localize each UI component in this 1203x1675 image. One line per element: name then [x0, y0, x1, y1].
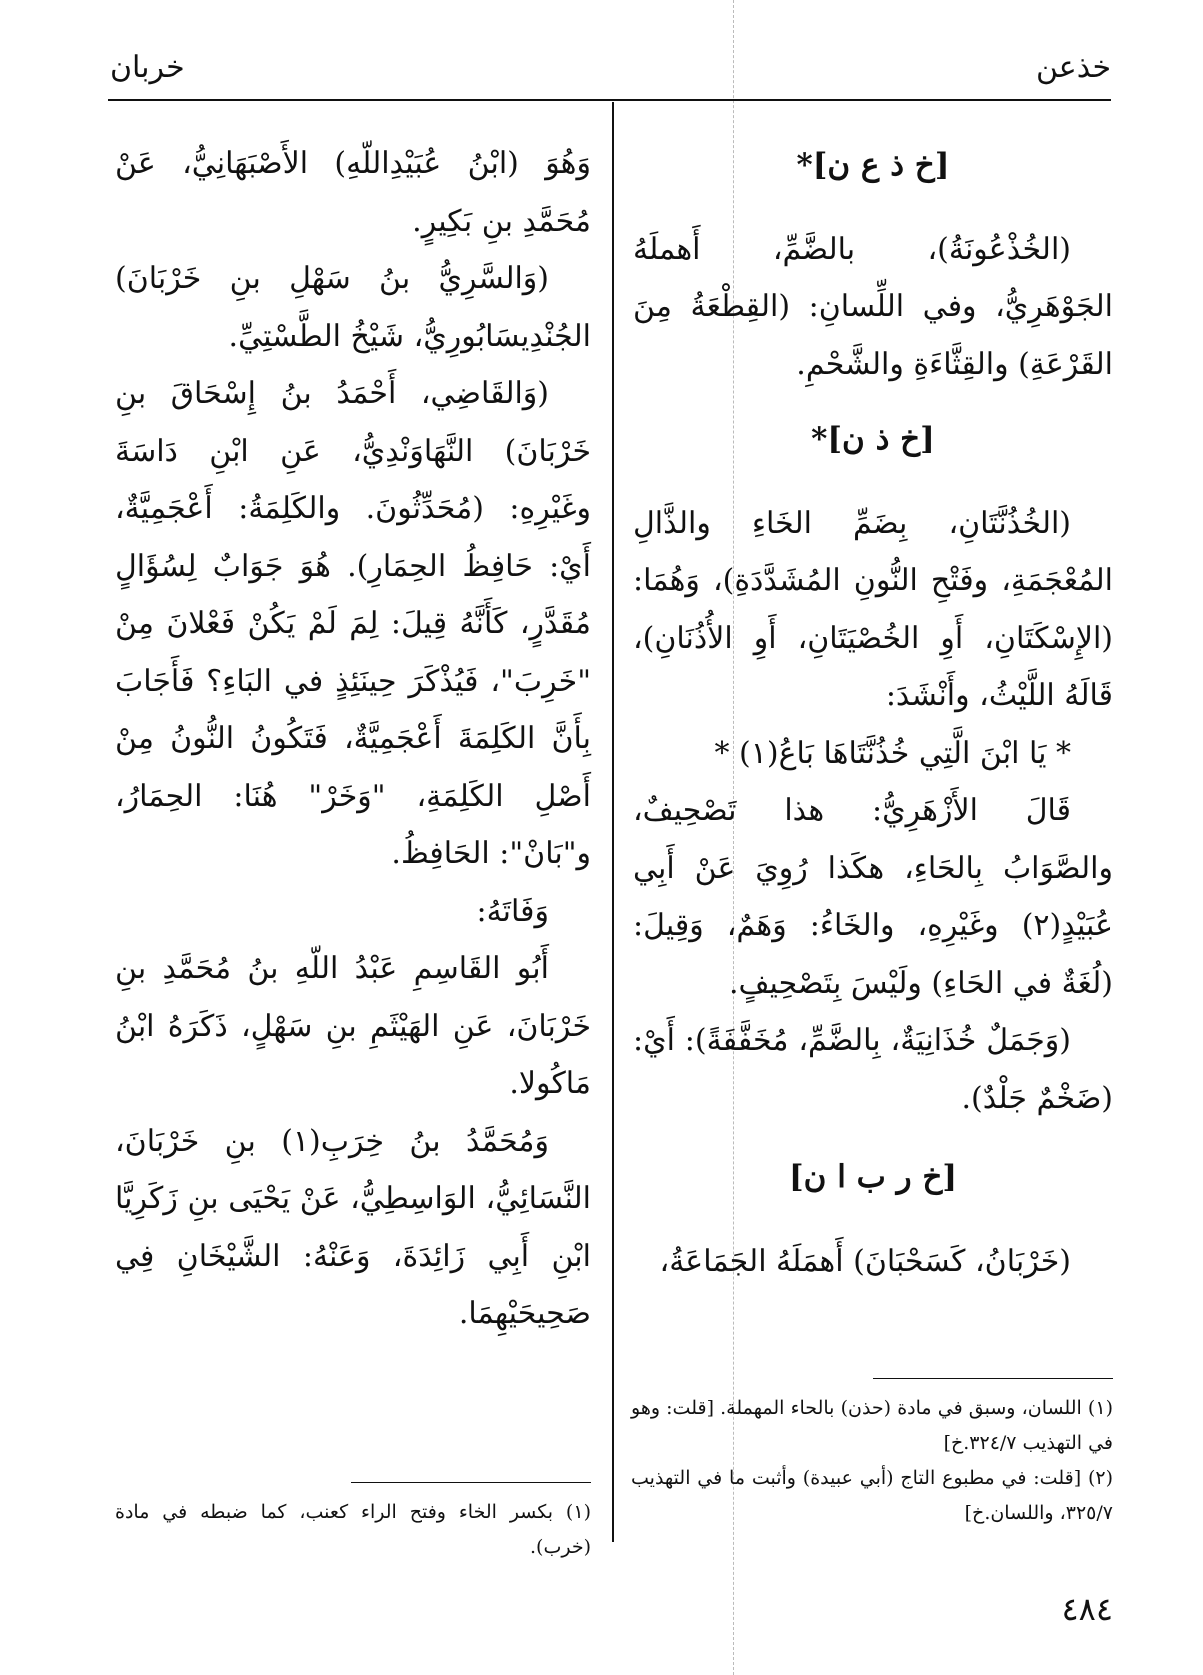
entry-text: وَمُحَمَّدُ بنُ خِرَبِ(١) بنِ خَرْبَانَ، النَّسَائِيُّ، الوَاسِطِيُّ، عَنْ يَحْيَى بنِ زَكَرِيَّا ابْنِ أَبِي زَائِدَةَ، وَعَنْهُ: الشَّيْخَانِ فِي صَحِيحَيْهِمَا. — [115, 1123, 591, 1331]
entry-text: (وَالقَاضِي، أَحْمَدُ بنُ إِسْحَاقَ بنِ خَرْبَانَ) النَّهَاوَنْدِيُّ، عَنِ ابْنِ دَاسَةَ وغَيْرِهِ: (مُحَدِّثُونَ. والكَلِمَةُ: أَعْجَمِيَّةٌ، أَيْ: حَافِظُ الحِمَارِ). هُوَ جَوَابٌ لِسُؤَالٍ مُقَدَّرٍ، كَأَنَّهُ قِيلَ: لِمَ لَمْ يَكُنْ فَعْلانَ مِنْ "خَرِبَ"، فَيُذْكَرَ حِينَئِذٍ في البَاءِ؟ فَأَجَابَ بِأَنَّ الكَلِمَةَ أَعْجَمِيَّةٌ، فَتَكُونُ النُّونُ مِنْ أَصْلِ الكَلِمَةِ، "وَخَرْ" هُنَا: الحِمَارُ، و"بَانْ": الحَافِظُ. — [115, 376, 591, 871]
entry-text: قَالَ الأَزْهَرِيُّ: هذا تَصْحِيفٌ، والصَّوَابُ بِالحَاءِ، هكَذا رُوِيَ عَنْ أَبِي عُبَيْدٍ(٢) وغَيْرِهِ، والخَاءُ: وَهَمٌ، وَقِيلَ: (لُغَةٌ في الحَاءِ) ولَيْسَ بِتَصْحِيفٍ. — [633, 793, 1113, 1001]
entry-text: (خَرْبَانُ، كَسَحْبَانَ) أَهمَلَهُ الجَمَاعَةُ، — [659, 1243, 1071, 1279]
right-column — [633, 135, 1113, 1290]
page-number: ٤٨٤ — [1061, 1590, 1113, 1628]
column-divider — [612, 102, 614, 1542]
entry-text: أَبُو القَاسِمِ عَبْدُ اللّهِ بنُ مُحَمَّدِ بنِ خَرْبَانَ، عَنِ الهَيْثَمِ بنِ سَهْلٍ، ذَكَرَهُ ابْنُ مَاكُولا. — [115, 951, 591, 1101]
entry-heading-khdhn: [خ ذ ن]* — [811, 421, 935, 457]
entry-text: وَهُوَ (ابْنُ عُبَيْدِاللّهِ) الأَصْبَهَانِيُّ، عَنْ مُحَمَّدِ بنِ بَكِيرٍ. — [115, 146, 591, 239]
right-footnotes — [631, 1378, 1113, 1531]
footnote: (١) اللسان، وسبق في مادة (حذن) بالحاء المهملة. [قلت: وهو في التهذيب ٣٢٤/٧.خ] — [631, 1397, 1113, 1454]
verse-line: * يَا ابْنَ الَّتِي خُذُنَّتَاهَا بَاعُ(١) * — [714, 735, 1071, 771]
footnote: (٢) [قلت: في مطبوع التاج (أبي عبيدة) وأثبت ما في التهذيب ٣٢٥/٧، واللسان.خ] — [631, 1467, 1113, 1524]
left-column — [115, 135, 591, 1343]
entry-heading-khdhcn: [خ ذ ع ن]* — [796, 147, 950, 183]
entry-heading-khrban: [خ ر ب ا ن] — [788, 1159, 958, 1195]
entry-text: (وَجَمَلٌ خُذَانِيَةٌ، بِالضَّمِّ، مُخَفَّفَةً): أَيْ: (ضَخْمٌ جَلْدٌ). — [633, 1023, 1113, 1116]
header-entry-start: خذعن — [1035, 50, 1111, 85]
footnote: (١) بكسر الخاء وفتح الراء كعنب، كما ضبطه في مادة (خرب). — [115, 1501, 591, 1558]
footnote-rule — [351, 1482, 591, 1483]
entry-text: (الخُذُنَّتَانِ، بِضَمِّ الخَاءِ والذَّالِ المُعْجَمَةِ، وفَتْحِ النُّونِ المُشَدَّدَةِ)، وَهُمَا: (الإِسْكَتَانِ، أَوِ الخُصْيَتَانِ، أَوِ الأُذُنَانِ)، قَالَهُ اللَّيْثُ، وأَنْشَدَ: — [633, 505, 1113, 713]
header-entry-end: خربان — [110, 50, 185, 85]
header-rule — [108, 99, 1111, 101]
entry-text: (وَالسَّرِيُّ بنُ سَهْلِ بنِ خَرْبَانَ) الجُنْدِيسَابُورِيُّ، شَيْخُ الطَّسْتِيِّ. — [115, 261, 591, 354]
entry-text: (الخُذْعُونَةُ)، بالضَّمِّ، أَهملَهُ الجَوْهَرِيُّ، وفي اللِّسانِ: (القِطْعَةُ مِنَ القَرْعَةِ) والقِثَّاءَةِ والشَّحْمِ. — [633, 231, 1113, 382]
left-footnotes — [115, 1482, 591, 1565]
entry-text: وَفَاتَهُ: — [476, 893, 549, 929]
footnote-rule — [873, 1378, 1113, 1379]
